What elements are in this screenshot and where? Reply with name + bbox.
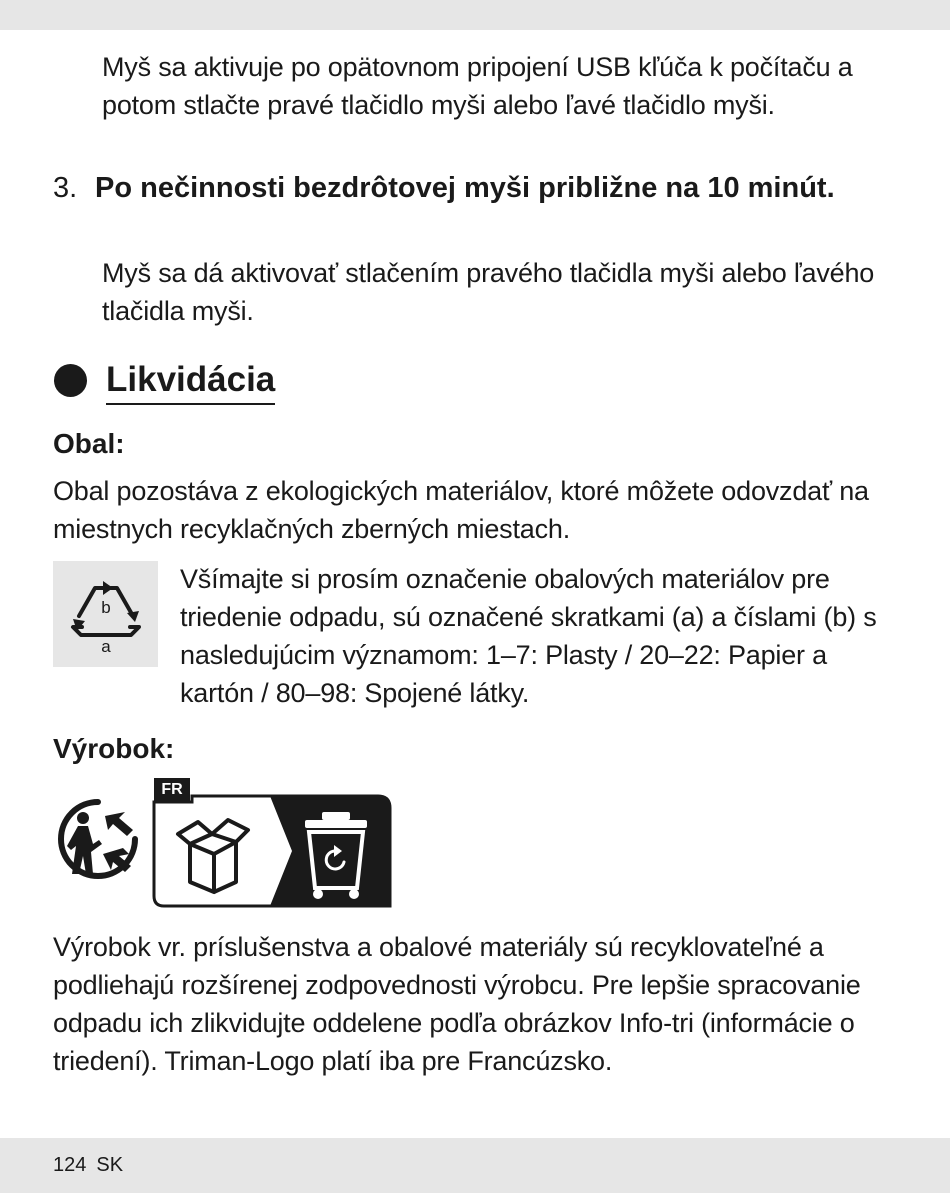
recycling-code-text: Všímajte si prosím označenie obalových materiálov pre triedenie odpadu, sú označené skratkami (a) a číslami (b) s nasledujúcim významom: 1–7: Plasty / 20–22: Papier a kartón / 80–98: Spojené látky.: [180, 564, 877, 708]
list-item-title: Po nečinnosti bezdrôtovej myši približne na 10 minút.: [95, 172, 835, 204]
language-code: SK: [96, 1154, 124, 1176]
packaging-text: Obal pozostáva z ekologických materiálov, ktoré môžete odovzdať na miestnych recyklačných zberných miestach.: [53, 476, 869, 544]
recycling-triangle-icon: [53, 561, 158, 667]
triman-logo-icon: [53, 794, 143, 884]
infotri-fr-label: FR: [161, 781, 183, 798]
recycle-label-b: b: [101, 598, 111, 617]
page-number: 124: [53, 1154, 87, 1176]
product-heading: Výrobok:: [53, 733, 175, 764]
infotri-graphic: [152, 778, 392, 908]
footer: [53, 1152, 133, 1178]
intro-paragraph: Myš sa aktivuje po opätovnom pripojení USB kľúča k počítaču a potom stlačte pravé tlačidlo myši alebo ľavé tlačidlo myši.: [102, 52, 853, 120]
recycle-label-a: a: [101, 637, 111, 656]
section-bullet: [54, 364, 87, 397]
top-band: [0, 0, 950, 30]
list-item-text: Myš sa dá aktivovať stlačením pravého tlačidla myši alebo ľavého tlačidla myši.: [102, 258, 875, 326]
list-item-number: 3.: [53, 172, 78, 204]
section-title: Likvidácia: [106, 357, 275, 405]
product-text: Výrobok vr. príslušenstva a obalové materiály sú recyklovateľné a podliehajú rozšírenej zodpovednosti výrobcu. Pre lepšie spracovanie odpadu ich zlikvidujte oddelene podľa obrázkov Info-tri (informácie o triedení). Triman-Logo platí iba pre Francúzsko.: [53, 932, 861, 1076]
packaging-heading: Obal:: [53, 428, 125, 459]
footer-band: [0, 1138, 950, 1193]
